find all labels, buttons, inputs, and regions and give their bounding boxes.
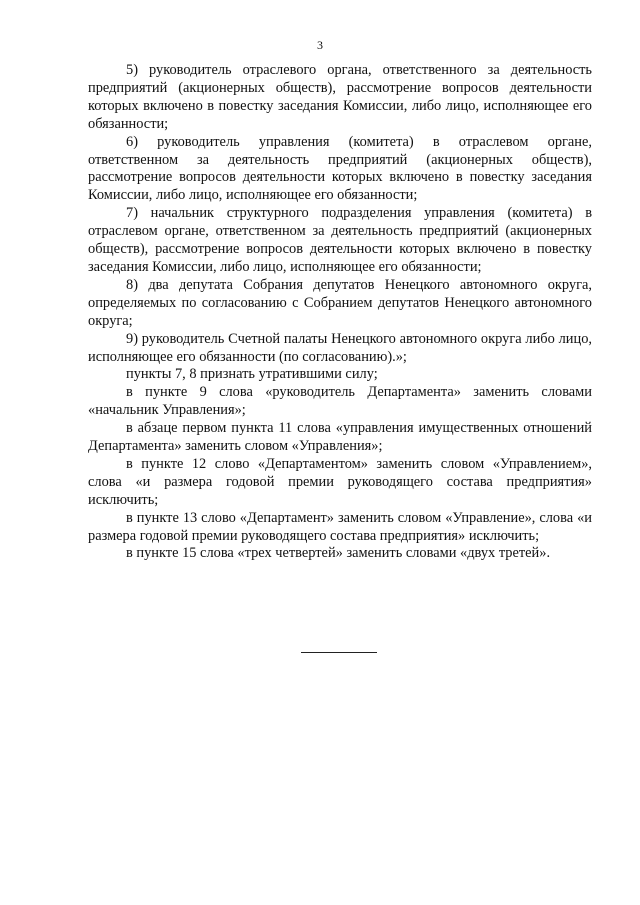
paragraph-amendment-13: в пункте 13 слово «Департамент» заменить словом «Управление», слова «и размера годовой премии руководящего состава предприятия» исключить;	[88, 509, 592, 544]
paragraph-item-8: 8) два депутата Собрания депутатов Ненецкого автономного округа, определяемых по согласованию с Собранием депутатов Ненецкого автономного округа;	[88, 276, 592, 329]
paragraph-amendment-7-8: пункты 7, 8 признать утратившими силу;	[126, 366, 378, 383]
paragraph-item-9: 9) руководитель Счетной палаты Ненецкого автономного округа либо лицо, исполняющее его обязанности (по согласованию).»;	[88, 330, 592, 365]
paragraph-item-5: 5) руководитель отраслевого органа, ответственного за деятельность предприятий (акционерных обществ), рассмотрение вопросов деятельности которых включено в повестку заседания Комиссии, либо лицо, исполняющее его обязанности;	[88, 62, 592, 132]
paragraph-amendment-15: в пункте 15 слова «трех четвертей» заменить словами «двух третей».	[126, 545, 551, 562]
page-number: 3	[317, 38, 323, 52]
paragraph-amendment-11: в абзаце первом пункта 11 слова «управления имущественных отношений Департамента» заменить словом «Управления»;	[88, 420, 592, 455]
paragraph-amendment-12: в пункте 12 слово «Департаментом» заменить словом «Управлением», слова «и размера годовой премии руководящего состава предприятия» исключить;	[88, 455, 592, 508]
closing-divider	[301, 652, 377, 653]
document-body	[88, 62, 592, 563]
paragraph-item-7: 7) начальник структурного подразделения управления (комитета) в отраслевом органе, ответственном за деятельность предприятий (акционерных обществ), рассмотрение вопросов деятельности которых включено в повестку заседания Комиссии, либо лицо, исполняющее его обязанности;	[88, 205, 592, 275]
paragraph-item-6: 6) руководитель управления (комитета) в отраслевом органе, ответственном за деятельность предприятий (акционерных обществ), рассмотрение вопросов деятельности которых включено в повестку заседания Комиссии, либо лицо, исполняющее его обязанности;	[88, 133, 592, 204]
paragraph-amendment-9: в пункте 9 слова «руководитель Департамента» заменить словами «начальник Управления»;	[88, 384, 592, 419]
